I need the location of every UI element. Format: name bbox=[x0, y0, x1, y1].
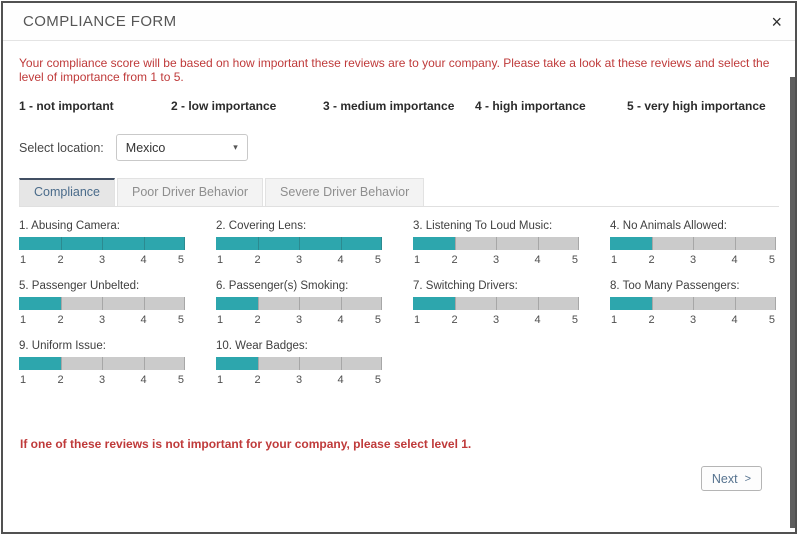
slider-scale-number: 5 bbox=[374, 314, 381, 326]
slider-tick bbox=[299, 357, 300, 370]
slider-item bbox=[19, 220, 185, 268]
slider-scale-number: 4 bbox=[731, 314, 738, 326]
slider-tick bbox=[61, 297, 62, 310]
slider-item bbox=[216, 340, 382, 388]
next-button[interactable] bbox=[701, 466, 762, 491]
slider-scale-number: 3 bbox=[295, 374, 303, 386]
slider-scale-number: 2 bbox=[57, 374, 64, 386]
tab-compliance[interactable]: Compliance bbox=[19, 178, 115, 206]
slider-scale-number: 3 bbox=[492, 254, 500, 266]
slider-scale-number: 2 bbox=[254, 314, 261, 326]
slider-scale-number: 3 bbox=[98, 314, 106, 326]
slider-tick bbox=[299, 237, 300, 250]
slider-scale-number: 5 bbox=[768, 254, 775, 266]
slider-scale-number: 3 bbox=[689, 314, 697, 326]
location-row bbox=[19, 134, 779, 161]
scale-legend-item: 3 - medium importance bbox=[323, 99, 455, 113]
slider-tick bbox=[341, 297, 342, 310]
slider-grid bbox=[19, 220, 779, 400]
slider-tick bbox=[102, 357, 103, 370]
slider-tick bbox=[455, 237, 456, 250]
scale-legend-item: 2 - low importance bbox=[171, 99, 277, 113]
slider-label: 5. Passenger Unbelted: bbox=[19, 280, 140, 292]
next-button-label: Next bbox=[711, 471, 738, 486]
slider-scale bbox=[216, 254, 382, 268]
slider-tick bbox=[735, 237, 736, 250]
slider-scale-number: 3 bbox=[295, 254, 303, 266]
slider-fill[interactable] bbox=[610, 237, 652, 250]
slider-scale-number: 2 bbox=[57, 314, 64, 326]
slider-track[interactable] bbox=[19, 237, 185, 250]
slider-tick bbox=[496, 297, 497, 310]
slider-scale-number: 1 bbox=[611, 254, 618, 266]
slider-tick bbox=[258, 357, 259, 370]
slider-scale-number: 2 bbox=[648, 314, 655, 326]
slider-tick bbox=[184, 357, 185, 370]
slider-tick bbox=[184, 237, 185, 250]
slider-track[interactable] bbox=[610, 237, 776, 250]
slider-track[interactable] bbox=[216, 357, 382, 370]
tab-bar bbox=[19, 178, 779, 207]
slider-label: 9. Uniform Issue: bbox=[19, 340, 106, 352]
slider-label: 7. Switching Drivers: bbox=[413, 280, 518, 292]
slider-scale-number: 3 bbox=[492, 314, 500, 326]
slider-scale-number: 5 bbox=[571, 314, 578, 326]
compliance-form-dialog bbox=[1, 1, 797, 534]
slider-scale-number: 1 bbox=[611, 314, 618, 326]
slider-scale-number: 5 bbox=[374, 374, 381, 386]
slider-track[interactable] bbox=[610, 297, 776, 310]
slider-scale-number: 3 bbox=[689, 254, 697, 266]
close-icon[interactable]: × bbox=[771, 11, 782, 32]
slider-tick bbox=[693, 297, 694, 310]
slider-scale-number: 4 bbox=[140, 254, 147, 266]
slider-label: 4. No Animals Allowed: bbox=[610, 220, 727, 232]
tab-poor-driver-behavior[interactable]: Poor Driver Behavior bbox=[117, 178, 263, 206]
slider-tick bbox=[341, 357, 342, 370]
slider-tick bbox=[144, 357, 145, 370]
scale-legend-item: 5 - very high importance bbox=[627, 99, 766, 113]
slider-scale-number: 2 bbox=[648, 254, 655, 266]
slider-scale-number: 1 bbox=[414, 314, 421, 326]
slider-scale-number: 1 bbox=[217, 314, 224, 326]
slider-scale-number: 1 bbox=[414, 254, 421, 266]
slider-scale-number: 5 bbox=[768, 314, 775, 326]
slider-fill[interactable] bbox=[19, 357, 61, 370]
slider-tick bbox=[299, 297, 300, 310]
slider-item bbox=[610, 220, 776, 268]
slider-tick bbox=[381, 237, 382, 250]
slider-item bbox=[19, 340, 185, 388]
slider-tick bbox=[102, 297, 103, 310]
slider-scale-number: 4 bbox=[337, 314, 344, 326]
slider-item bbox=[610, 280, 776, 328]
slider-track[interactable] bbox=[413, 297, 579, 310]
slider-tick bbox=[381, 357, 382, 370]
slider-scale-number: 3 bbox=[98, 374, 106, 386]
footnote-text: If one of these reviews is not important for your company, please select level 1. bbox=[20, 437, 472, 451]
slider-scale-number: 1 bbox=[20, 254, 27, 266]
dialog-title: COMPLIANCE FORM bbox=[23, 13, 177, 30]
slider-scale bbox=[19, 254, 185, 268]
slider-tick bbox=[538, 237, 539, 250]
slider-tick bbox=[578, 237, 579, 250]
slider-fill[interactable] bbox=[413, 237, 455, 250]
slider-scale bbox=[19, 374, 185, 388]
slider-scale-number: 3 bbox=[98, 254, 106, 266]
slider-scale bbox=[19, 314, 185, 328]
slider-tick bbox=[144, 237, 145, 250]
slider-scale-number: 5 bbox=[177, 314, 184, 326]
slider-tick bbox=[102, 237, 103, 250]
slider-scale bbox=[216, 314, 382, 328]
slider-tick bbox=[693, 237, 694, 250]
slider-scale-number: 4 bbox=[534, 254, 541, 266]
slider-tick bbox=[775, 237, 776, 250]
slider-scale bbox=[610, 314, 776, 328]
slider-item bbox=[19, 280, 185, 328]
slider-tick bbox=[258, 297, 259, 310]
location-selected-value: Mexico bbox=[125, 140, 166, 155]
slider-track[interactable] bbox=[216, 237, 382, 250]
slider-label: 2. Covering Lens: bbox=[216, 220, 307, 232]
slider-fill[interactable] bbox=[610, 297, 652, 310]
slider-fill[interactable] bbox=[216, 297, 258, 310]
slider-label: 8. Too Many Passengers: bbox=[610, 280, 740, 292]
slider-scale-number: 2 bbox=[254, 254, 261, 266]
slider-tick bbox=[496, 237, 497, 250]
slider-scale-number: 1 bbox=[20, 374, 27, 386]
slider-tick bbox=[652, 237, 653, 250]
slider-scale-number: 1 bbox=[217, 374, 224, 386]
slider-track[interactable] bbox=[19, 297, 185, 310]
slider-tick bbox=[652, 297, 653, 310]
slider-tick bbox=[184, 297, 185, 310]
scale-legend bbox=[19, 99, 779, 113]
slider-fill[interactable] bbox=[216, 357, 258, 370]
scrollbar-thumb[interactable] bbox=[790, 77, 795, 528]
slider-scale bbox=[610, 254, 776, 268]
slider-scale-number: 5 bbox=[571, 254, 578, 266]
slider-scale-number: 2 bbox=[451, 254, 458, 266]
slider-scale-number: 4 bbox=[534, 314, 541, 326]
slider-track[interactable] bbox=[19, 357, 185, 370]
slider-item bbox=[216, 220, 382, 268]
location-select[interactable] bbox=[116, 134, 248, 161]
tab-severe-driver-behavior[interactable]: Severe Driver Behavior bbox=[265, 178, 424, 206]
slider-label: 6. Passenger(s) Smoking: bbox=[216, 280, 349, 292]
slider-item bbox=[413, 280, 579, 328]
slider-tick bbox=[61, 237, 62, 250]
slider-tick bbox=[775, 297, 776, 310]
slider-fill[interactable] bbox=[19, 297, 61, 310]
slider-scale-number: 4 bbox=[337, 254, 344, 266]
slider-tick bbox=[538, 297, 539, 310]
scale-legend-item: 4 - high importance bbox=[475, 99, 586, 113]
slider-scale-number: 3 bbox=[295, 314, 303, 326]
slider-scale-number: 1 bbox=[20, 314, 27, 326]
slider-item bbox=[216, 280, 382, 328]
slider-tick bbox=[341, 237, 342, 250]
slider-label: 3. Listening To Loud Music: bbox=[413, 220, 553, 232]
slider-tick bbox=[735, 297, 736, 310]
slider-item bbox=[413, 220, 579, 268]
chevron-right-icon: > bbox=[744, 472, 751, 485]
slider-track[interactable] bbox=[413, 237, 579, 250]
slider-scale bbox=[413, 314, 579, 328]
slider-tick bbox=[455, 297, 456, 310]
intro-text: Your compliance score will be based on how important these reviews are to your company. Please take a look at these reviews and select the level of importance from 1 to 5. bbox=[19, 56, 770, 84]
caret-down-icon: ▾ bbox=[233, 142, 238, 152]
dialog-header bbox=[3, 3, 795, 41]
slider-track[interactable] bbox=[216, 297, 382, 310]
location-label: Select location: bbox=[19, 140, 104, 155]
dialog-body bbox=[3, 56, 795, 400]
slider-tick bbox=[258, 237, 259, 250]
scale-legend-item: 1 - not important bbox=[19, 99, 114, 113]
slider-label: 1. Abusing Camera: bbox=[19, 220, 121, 232]
slider-scale-number: 4 bbox=[140, 314, 147, 326]
slider-fill[interactable] bbox=[413, 297, 455, 310]
slider-scale-number: 4 bbox=[731, 254, 738, 266]
slider-scale-number: 5 bbox=[374, 254, 381, 266]
slider-tick bbox=[578, 297, 579, 310]
slider-scale-number: 1 bbox=[217, 254, 224, 266]
slider-scale-number: 2 bbox=[57, 254, 64, 266]
slider-scale-number: 5 bbox=[177, 374, 184, 386]
slider-scale-number: 4 bbox=[140, 374, 147, 386]
slider-scale-number: 2 bbox=[254, 374, 261, 386]
slider-tick bbox=[144, 297, 145, 310]
slider-scale bbox=[216, 374, 382, 388]
slider-scale bbox=[413, 254, 579, 268]
slider-scale-number: 2 bbox=[451, 314, 458, 326]
slider-scale-number: 5 bbox=[177, 254, 184, 266]
slider-label: 10. Wear Badges: bbox=[216, 340, 308, 352]
slider-scale-number: 4 bbox=[337, 374, 344, 386]
slider-tick bbox=[61, 357, 62, 370]
slider-tick bbox=[381, 297, 382, 310]
